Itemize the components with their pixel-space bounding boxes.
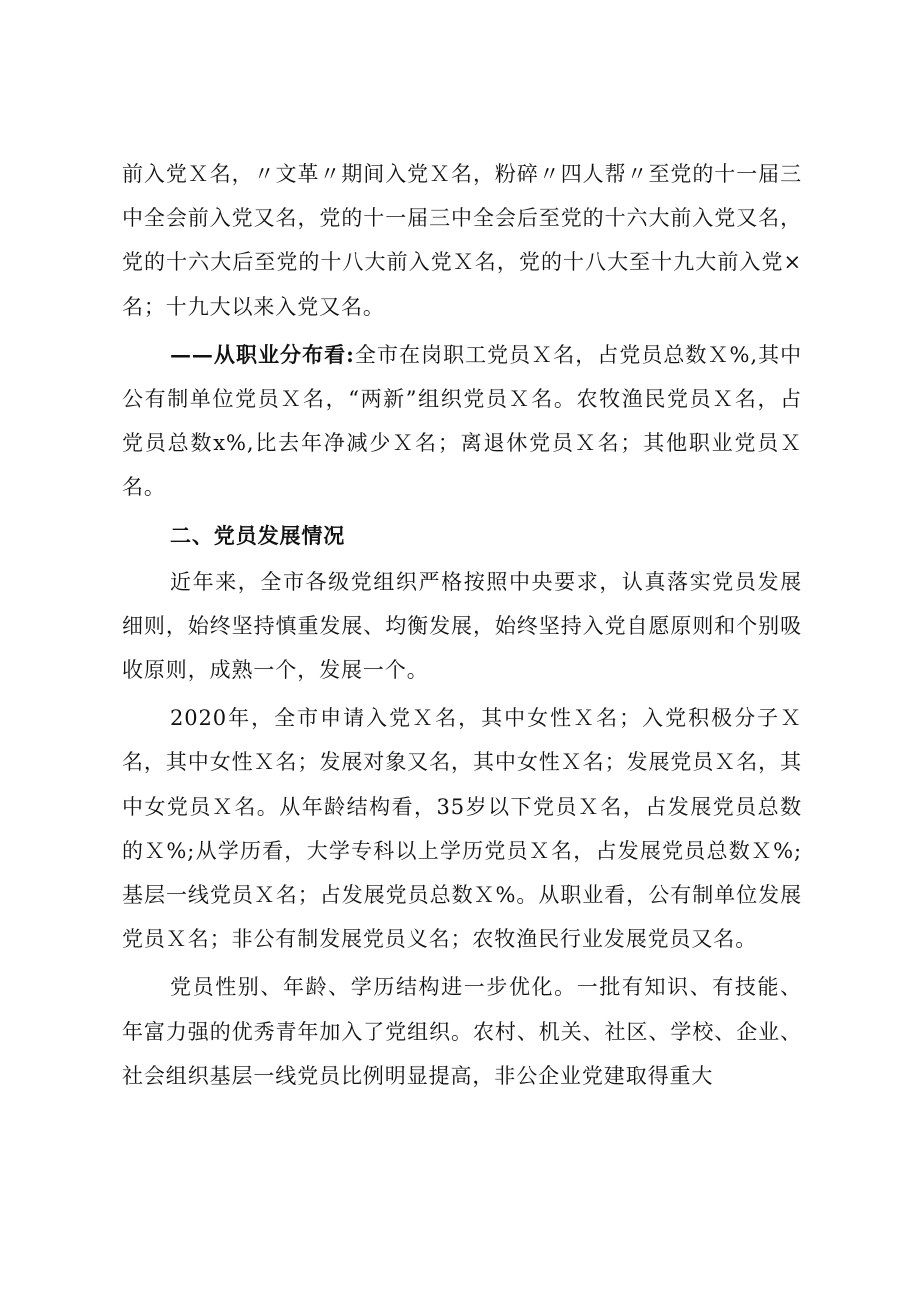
section-heading-member-development: 二、党员发展情况 <box>170 522 346 548</box>
paragraph-structure-optimization: 党员性别、年龄、学历结构进一步优化。一批有知识、有技能、年富力强的优秀青年加入了党组织。农村、机关、社区、学校、企业、社会组织基层一线党员比例明显提高，非公企业党建取得重大 <box>122 975 802 1088</box>
occupation-body-text: 全市在岗职工党员Ｘ名，占党员总数Ｘ%,其中公有制单位党员Ｘ名，“两新”组织党员Ｘ名。农牧渔民党员Ｘ名，占党员总数x%,比去年净减少Ｘ名；离退休党员Ｘ名；其他职业党员Ｘ名。 <box>122 342 802 500</box>
occupation-lead-label: ——从职业分布看: <box>170 341 355 367</box>
paragraph-development-overview: 近年来，全市各级党组织严格按照中央要求，认真落实党员发展细则，始终坚持慎重发展、均衡发展，始终坚持入党自愿原则和个别吸收原则，成熟一个，发展一个。 <box>122 569 802 683</box>
paragraph-occupation-distribution <box>122 333 802 510</box>
paragraph-2020-statistics: 2020年，全市申请入党Ｘ名，其中女性Ｘ名；入党积极分子Ｘ名，其中女性Ｘ名；发展对象又名，其中女性Ｘ名；发展党员Ｘ名，其中女党员Ｘ名。从年龄结构看，35岁以下党员Ｘ名，占发展党员总数的Ｘ%;从学历看，大学专科以上学历党员Ｘ名，占发展党员总数Ｘ%;基层一线党员Ｘ名；占发展党员总数Ｘ%。从职业看，公有制单位发展党员Ｘ名；非公有制发展党员义名；农牧渔民行业发展党员又名。 <box>122 706 802 952</box>
document-page <box>122 152 802 1098</box>
paragraph-party-joining-periods: 前入党Ｘ名，〃文革〃期间入党Ｘ名，粉碎〃四人帮〃至党的十一届三中全会前入党又名，党的十一届三中全会后至党的十六大前入党又名，党的十六大后至党的十八大前入党Ｘ名，党的十八大至十九大前入党×名；十九大以来入党又名。 <box>122 162 802 319</box>
